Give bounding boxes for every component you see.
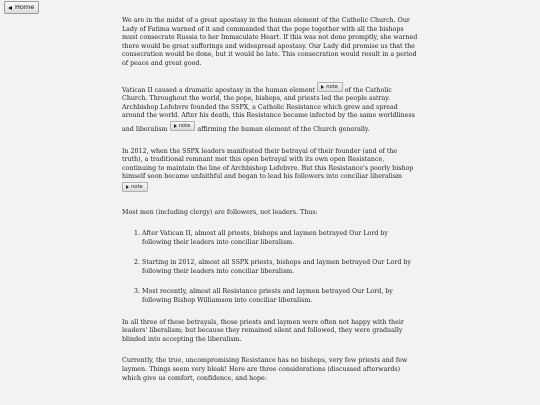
paragraph-followers: Most men (including clergy) are followers, not leaders. Thus: — [122, 208, 318, 216]
note-label: note — [178, 122, 191, 129]
paragraph-betrayals: In all three of these betrayals, those priests and laymen were often not happy with their leaders' liberalism; but because they remained silent and followed, they were gradually blinded into accepting the liberalism. — [122, 318, 404, 343]
article-body — [122, 17, 418, 396]
paragraph-2012 — [122, 148, 418, 196]
play-arrow-icon — [321, 85, 324, 89]
list-item: 1. After Vatican II, almost all priests, bishops and laymen betrayed Our Lord by following their leaders into conciliar liberalism. — [142, 230, 418, 247]
list-item: 2. Starting in 2012, almost all SSPX priests, bishops and laymen betrayed Our Lord by following their leaders into conciliar liberalism. — [142, 259, 418, 276]
home-button-label: Home — [15, 3, 35, 11]
home-button[interactable] — [4, 1, 39, 14]
note-button[interactable] — [170, 121, 196, 131]
left-arrow-icon — [8, 6, 12, 10]
play-arrow-icon — [126, 185, 129, 189]
paragraph-vatican-ii — [122, 82, 418, 135]
note-label: note — [131, 183, 143, 190]
paragraph-fatima: We are in the midst of a great apostasy in the human element of the Catholic Church. Our Lady of Fatima warned of it and commanded that the pope together with all the bishops must consecrate Russia to her Immaculate Heart. If this was not done promptly, she warned there would be great sufferings and widespread apostasy. Our Lady did promise us that the consecration would be done, but it would be late. This consecration would result in a period of peace and great good. — [122, 17, 418, 67]
paragraph-text: of the Catholic Church. Throughout the world, the pope, bishops, and priests led the people astray. Archbishop Lefebvre founded the SSPX, a Catholic Resistance which grew and spread around the world. After his death, this Resistance became infected by the same worldliness and liberalism — [122, 86, 415, 133]
note-label: note — [326, 83, 338, 90]
paragraph-current: Currently, the true, uncompromising Resistance has no bishops, very few priests and few laymen. Things seem very bleak! Here are three considerations (discussed afterwards) which give us comfort, confidence, and hope: — [122, 357, 408, 382]
paragraph-text: Vatican II caused a dramatic apostasy in the human element — [122, 86, 316, 94]
list-item: 3. Most recently, almost all Resistance priests and laymen betrayed Our Lord, by following Bishop Williamson into conciliar liberalism. — [142, 288, 418, 305]
paragraph-text: affirming the human element of the Church generally. — [197, 125, 370, 133]
play-arrow-icon — [174, 124, 177, 128]
note-button[interactable] — [317, 82, 343, 92]
paragraph-text: In 2012, when the SSPX leaders manifested their betrayal of their founder (and of the truth), a traditional remnant met this open betrayal with its own open Resistance, continuing to maintain the line of Archbishop Lefebvre. But this Resistance's poorly bishop himself soon became unfaithful and began to lead his followers into conciliar liberalism — [122, 147, 414, 181]
note-button[interactable] — [122, 182, 148, 192]
betrayals-list — [122, 230, 418, 306]
